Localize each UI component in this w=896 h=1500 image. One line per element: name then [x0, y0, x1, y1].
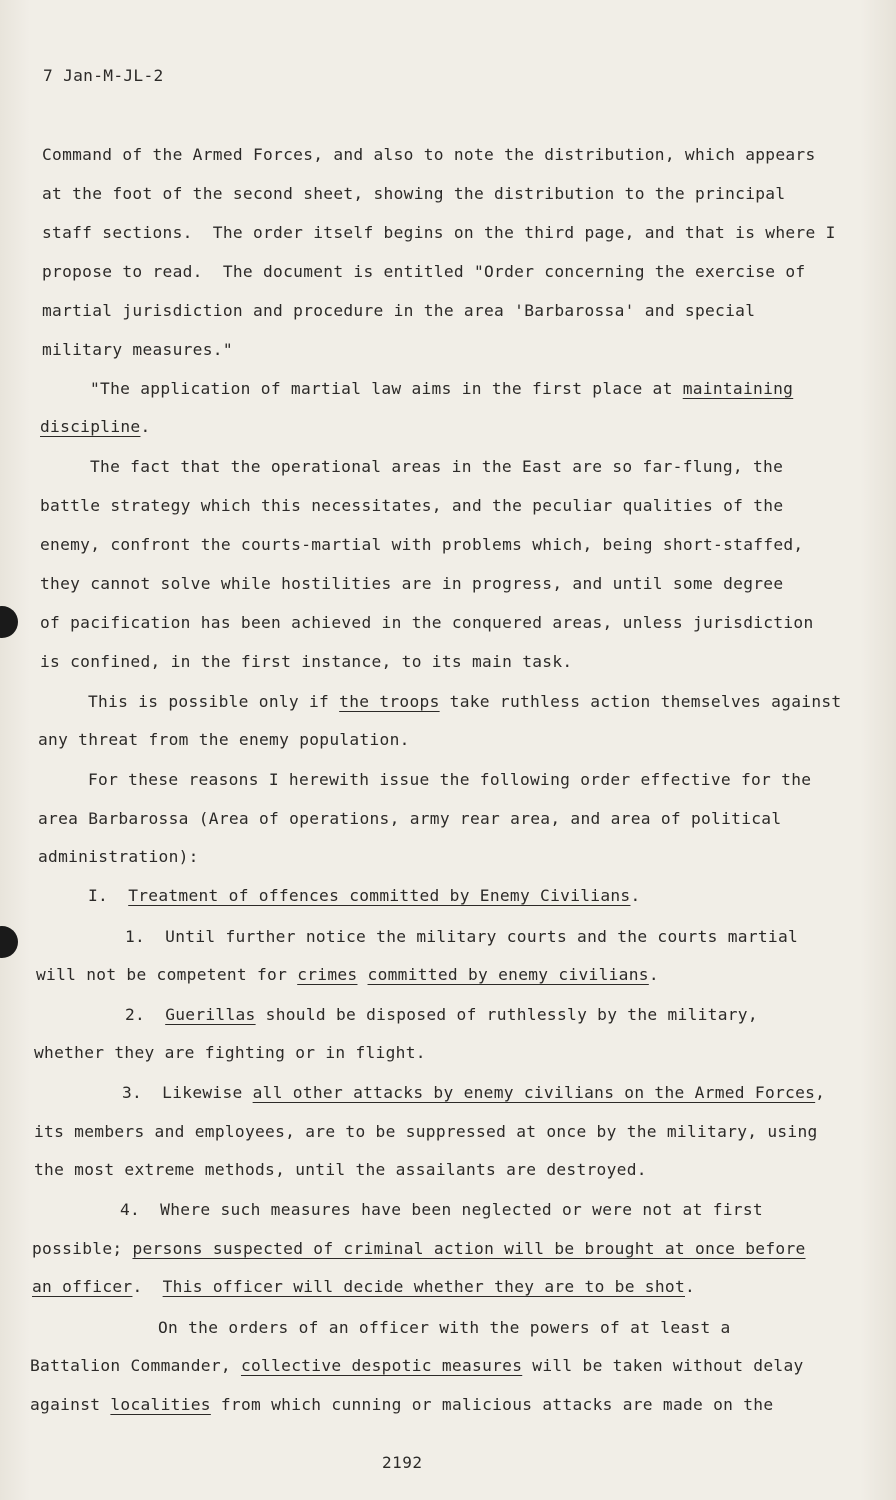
- underlined-text: discipline: [40, 417, 141, 436]
- text-segment: martial jurisdiction and procedure in the area 'Barbarossa' and special: [42, 301, 756, 320]
- underlined-text: an officer: [32, 1277, 133, 1296]
- underlined-text: persons suspected of criminal action will be brought at once before: [132, 1239, 806, 1258]
- text-segment: 2.: [125, 1005, 166, 1024]
- text-line: [90, 379, 793, 398]
- text-line: [40, 613, 814, 632]
- text-line: [32, 1277, 695, 1296]
- text-segment: the most extreme methods, until the assailants are destroyed.: [34, 1160, 647, 1179]
- text-line: [42, 301, 755, 320]
- text-segment: is confined, in the first instance, to its main task.: [40, 652, 573, 671]
- text-segment: Command of the Armed Forces, and also to note the distribution, which appears: [42, 145, 816, 164]
- text-line: [38, 809, 781, 828]
- text-line: [34, 1122, 818, 1141]
- text-line: [88, 770, 811, 789]
- underlined-text: localities: [110, 1395, 211, 1414]
- text-line: [38, 730, 410, 749]
- text-segment: military measures.": [42, 340, 233, 359]
- text-segment: against: [30, 1395, 111, 1414]
- punch-hole: [0, 926, 18, 958]
- text-line: [30, 1395, 773, 1414]
- text-segment: .: [648, 965, 659, 984]
- text-segment: This is possible only if: [88, 692, 340, 711]
- text-line: [125, 927, 798, 946]
- text-segment: of pacification has been achieved in the conquered areas, unless jurisdiction: [40, 613, 814, 632]
- text-line: [88, 886, 641, 905]
- text-segment: from which cunning or malicious attacks are made on the: [210, 1395, 774, 1414]
- text-segment: .: [685, 1277, 696, 1296]
- text-line: [40, 652, 572, 671]
- punch-hole: [0, 606, 18, 638]
- underlined-text: collective despotic measures: [240, 1356, 523, 1375]
- text-segment: "The application of martial law aims in the first place at: [90, 379, 683, 398]
- text-segment: On the orders of an officer with the powers of at least a: [158, 1318, 731, 1337]
- text-line: [42, 340, 233, 359]
- underlined-text: committed by enemy civilians: [367, 965, 649, 984]
- text-segment: Battalion Commander,: [30, 1356, 241, 1375]
- text-segment: 3. Likewise: [122, 1083, 253, 1102]
- underlined-text: Guerillas: [165, 1005, 256, 1024]
- text-segment: at the foot of the second sheet, showing the distribution to the principal: [42, 184, 786, 203]
- text-line: [34, 1043, 426, 1062]
- text-line: [88, 692, 841, 711]
- text-segment: 4. Where such measures have been neglected or were not at first: [120, 1200, 763, 1219]
- underlined-text: crimes: [297, 965, 358, 984]
- underlined-text: Treatment of offences committed by Enemy Civilians: [128, 886, 631, 905]
- text-line: [32, 1239, 806, 1258]
- text-segment: area Barbarossa (Area of operations, army rear area, and area of political: [38, 809, 782, 828]
- underlined-text: the troops: [339, 692, 440, 711]
- text-segment: I.: [88, 886, 129, 905]
- text-segment: whether they are fighting or in flight.: [34, 1043, 426, 1062]
- text-segment: ,: [815, 1083, 826, 1102]
- document-reference: 7 Jan-M-JL-2: [43, 66, 164, 85]
- text-segment: its members and employees, are to be suppressed at once by the military, using: [34, 1122, 818, 1141]
- text-segment: For these reasons I herewith issue the following order effective for the: [88, 770, 812, 789]
- text-line: [42, 145, 816, 164]
- text-segment: 1. Until further notice the military courts and the courts martial: [125, 927, 799, 946]
- text-line: [125, 1005, 758, 1024]
- text-segment: will be taken without delay: [522, 1356, 804, 1375]
- text-segment: administration):: [38, 847, 199, 866]
- text-line: [120, 1200, 763, 1219]
- text-segment: staff sections. The order itself begins on the third page, and that is where I: [42, 223, 836, 242]
- text-segment: any threat from the enemy population.: [38, 730, 410, 749]
- text-line: [42, 262, 805, 281]
- text-line: [36, 965, 659, 984]
- text-segment: [357, 965, 367, 984]
- text-segment: battle strategy which this necessitates, and the peculiar qualities of the: [40, 496, 784, 515]
- text-line: [38, 847, 199, 866]
- text-segment: The fact that the operational areas in the East are so far-flung, the: [90, 457, 784, 476]
- text-segment: take ruthless action themselves against: [439, 692, 842, 711]
- text-segment: they cannot solve while hostilities are in progress, and until some degree: [40, 574, 784, 593]
- page-number: 2192: [382, 1453, 423, 1472]
- text-segment: propose to read. The document is entitled "Order concerning the exercise of: [42, 262, 806, 281]
- text-line: [122, 1083, 825, 1102]
- text-line: [40, 496, 783, 515]
- text-segment: .: [140, 417, 151, 436]
- underlined-text: This officer will decide whether they are to be shot: [162, 1277, 685, 1296]
- text-segment: will not be competent for: [36, 965, 298, 984]
- text-line: [42, 223, 836, 242]
- text-segment: should be disposed of ruthlessly by the military,: [255, 1005, 758, 1024]
- text-line: [34, 1160, 647, 1179]
- text-line: [42, 184, 785, 203]
- text-segment: .: [132, 1277, 163, 1296]
- text-line: [90, 457, 783, 476]
- text-line: [40, 574, 783, 593]
- text-line: [158, 1318, 731, 1337]
- text-line: [40, 535, 803, 554]
- text-segment: possible;: [32, 1239, 133, 1258]
- text-segment: enemy, confront the courts-martial with problems which, being short-staffed,: [40, 535, 804, 554]
- underlined-text: maintaining: [682, 379, 794, 398]
- text-line: [40, 417, 151, 436]
- underlined-text: all other attacks by enemy civilians on the Armed Forces: [252, 1083, 816, 1102]
- text-segment: .: [630, 886, 641, 905]
- text-line: [30, 1356, 804, 1375]
